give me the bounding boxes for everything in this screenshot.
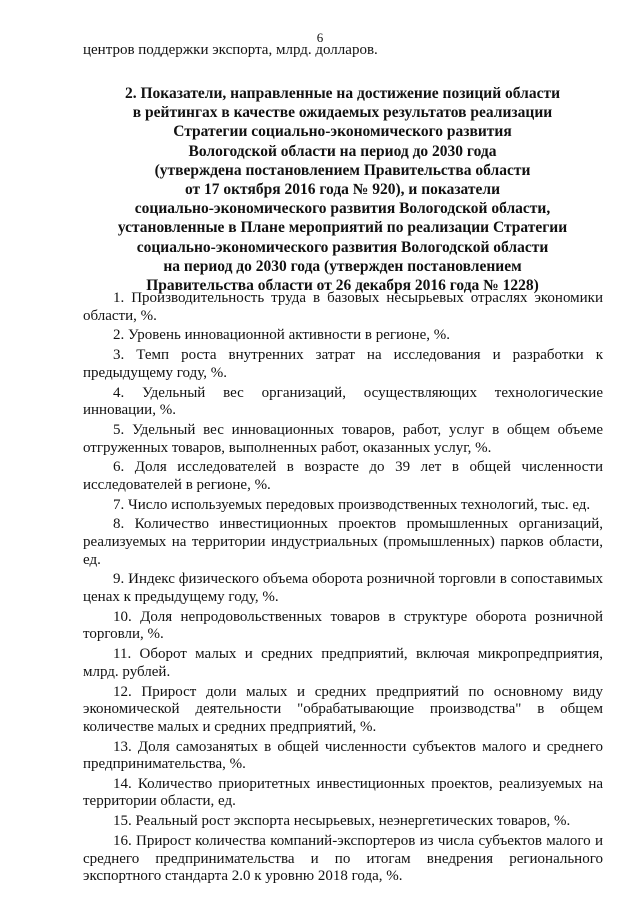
heading-line: Стратегии социально-экономического развития bbox=[173, 123, 512, 141]
list-item: 8. Количество инвестиционных проектов промышленных организаций, реализуемых на территории индустриальных (промышленных) парков области, ед. bbox=[83, 516, 603, 568]
list-item: 10. Доля непродовольственных товаров в структуре оборота розничной торговли, %. bbox=[83, 608, 603, 643]
list-item: 4. Удельный вес организаций, осуществляющих технологические инновации, %. bbox=[83, 384, 603, 419]
heading-line: социально-экономического развития Вологодской области, bbox=[134, 200, 551, 218]
list-item: 1. Производительность труда в базовых несырьевых отраслях экономики области, %. bbox=[83, 290, 603, 324]
list-item: 2. Уровень инновационной активности в регионе, %. bbox=[113, 327, 450, 344]
section-heading bbox=[70, 84, 615, 295]
heading-line: Вологодской области на период до 2030 года bbox=[188, 142, 497, 160]
list-item: 14. Количество приоритетных инвестиционных проектов, реализуемых на территории области, ед. bbox=[83, 775, 603, 810]
heading-line: Правительства области от 26 декабря 2016 года № 1228) bbox=[146, 277, 539, 295]
indicator-list bbox=[83, 290, 603, 888]
list-item: 12. Прирост доли малых и средних предприятий по основному виду экономической деятельности "обрабатывающие производства" в общем количестве малых и средних предприятий, %. bbox=[83, 683, 603, 735]
heading-line: от 17 октября 2016 года № 920), и показатели bbox=[184, 181, 501, 199]
carry-over-line: центров поддержки экспорта, млрд. долларов. bbox=[83, 42, 378, 58]
heading-line: на период до 2030 года (утвержден постановлением bbox=[163, 257, 522, 275]
list-item: 9. Индекс физического объема оборота розничной торговли в сопоставимых ценах к предыдущему году, %. bbox=[83, 571, 603, 605]
heading-line: 2. Показатели, направленные на достижение позиций области bbox=[124, 85, 561, 102]
list-item: 13. Доля самозанятых в общей численности субъектов малого и среднего предпринимательства, %. bbox=[83, 738, 603, 773]
list-item: 15. Реальный рост экспорта несырьевых, неэнергетических товаров, %. bbox=[113, 813, 571, 830]
heading-line: (утверждена постановлением Правительства области bbox=[154, 161, 531, 179]
heading-line: установленные в Плане мероприятий по реализации Стратегии bbox=[117, 219, 568, 237]
list-item: 7. Число используемых передовых производственных технологий, тыс. ед. bbox=[113, 496, 591, 513]
list-item: 6. Доля исследователей в возрасте до 39 лет в общей численности исследователей в регионе, %. bbox=[83, 459, 603, 493]
list-item: 3. Темп роста внутренних затрат на исследования и разработки к предыдущему году, %. bbox=[83, 347, 603, 381]
heading-line: в рейтингах в качестве ожидаемых результатов реализации bbox=[132, 104, 553, 122]
list-item: 16. Прирост количества компаний-экспортеров из числа субъектов малого и среднего предпринимательства и по итогам внедрения регионального экспортного стандарта 2.0 к уровню 2018 года, %. bbox=[83, 833, 603, 885]
heading-line: социально-экономического развития Вологодской области bbox=[136, 238, 549, 256]
page-number: 6 bbox=[316, 30, 324, 45]
list-item: 11. Оборот малых и средних предприятий, включая микропредприятия, млрд. рублей. bbox=[83, 646, 603, 680]
list-item: 5. Удельный вес инновационных товаров, работ, услуг в общем объеме отгруженных товаров, выполненных работ, оказанных услуг, %. bbox=[83, 421, 603, 456]
